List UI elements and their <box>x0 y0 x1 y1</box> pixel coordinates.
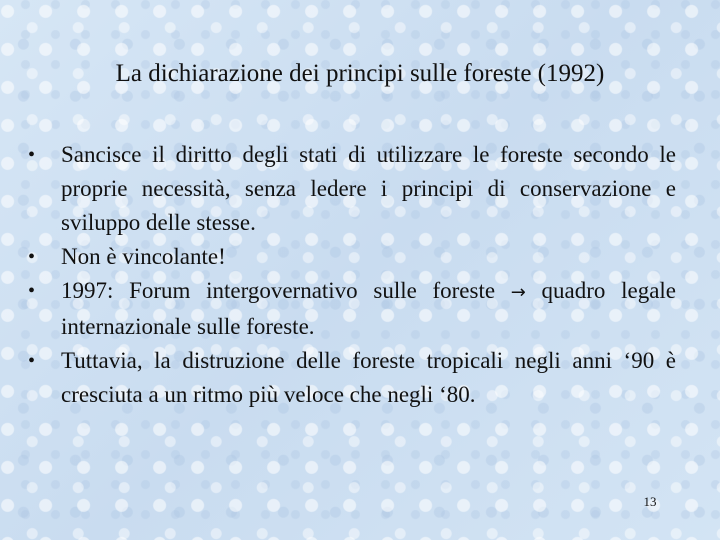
bullet-list <box>28 138 676 412</box>
bullet-text: Sancisce il diritto degli stati di utilizzare le foreste secondo le proprie necessità, senza ledere i principi di conservazione e sviluppo delle stesse. <box>61 142 676 235</box>
bullet-dot: • <box>28 246 36 268</box>
slide-title: La dichiarazione dei principi sulle foreste (1992) <box>115 60 605 87</box>
bullet-text: Non è vincolante! <box>61 244 226 269</box>
bullet-item <box>28 274 676 344</box>
bullet-dot: • <box>28 280 36 302</box>
bullet-item <box>28 240 676 274</box>
bullet-item <box>28 138 676 240</box>
bullet-text: 1997: Forum intergovernativo sulle foreste <box>61 278 511 303</box>
bullet-text: quadro legale internazionale sulle foreste. <box>61 278 676 339</box>
bullet-item <box>28 344 676 412</box>
page-number: 13 <box>643 494 657 509</box>
bullet-text: Tuttavia, la distruzione delle foreste tropicali negli anni ‘90 è cresciuta a un ritmo più veloce che negli ‘80. <box>61 348 676 407</box>
bullet-dot: • <box>28 144 36 166</box>
bullet-dot: • <box>28 350 36 372</box>
arrow-right-icon: → <box>510 282 526 303</box>
